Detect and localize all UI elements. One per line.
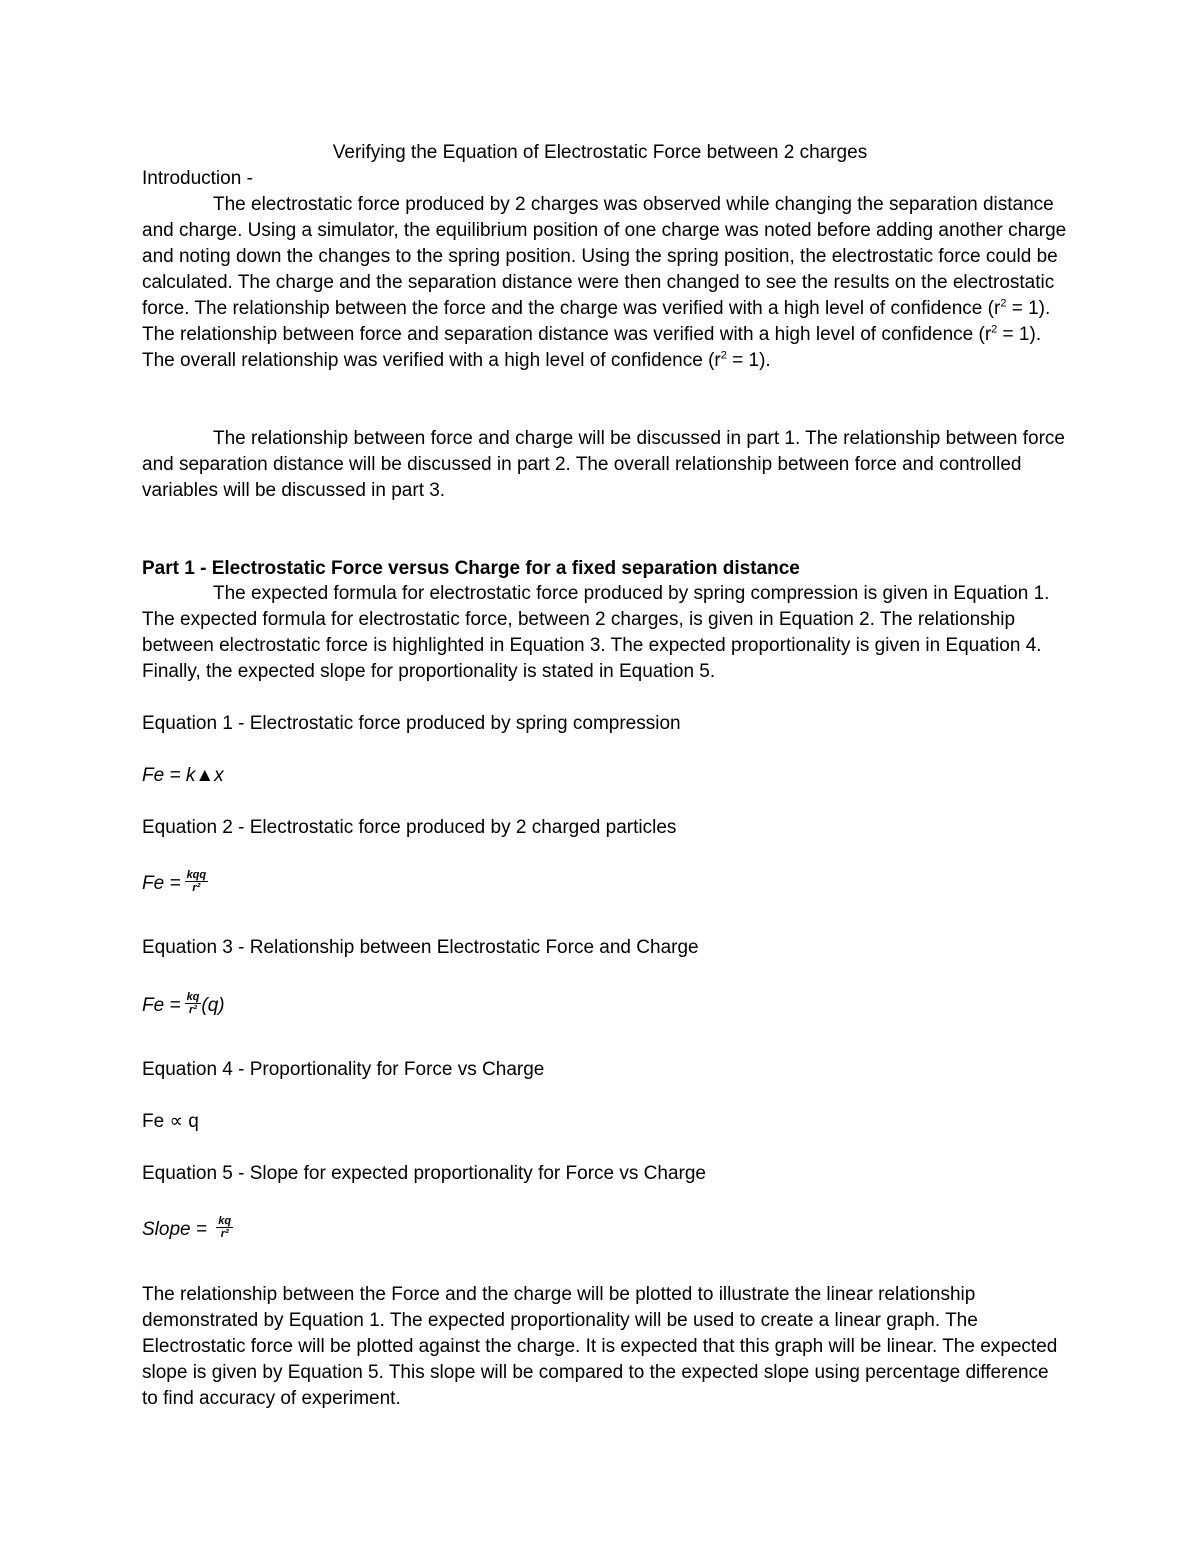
part1-heading: Part 1 - Electrostatic Force versus Charge for a fixed separation distance bbox=[142, 558, 800, 579]
intro-paragraph-2: The relationship between force and charge will be discussed in part 1. The relationship between force and separation distance will be discussed in part 2. The overall relationship between force and controlled variables will be discussed in part 3. bbox=[142, 428, 1065, 501]
intro-heading: Introduction - bbox=[142, 168, 253, 189]
equation-1-label: Equation 1 - Electrostatic force produced by spring compression bbox=[142, 713, 681, 734]
part1-paragraph-1: The expected formula for electrostatic force produced by spring compression is given in Equation 1. The expected formula for electrostatic force, between 2 charges, is given in Equation 2. The relationship between electrostatic force is highlighted in Equation 3. The expected proportionality is given in Equation 4. Finally, the expected slope for proportionality is stated in Equation 5. bbox=[142, 583, 1050, 682]
fraction-kqq-over-r2: $\frac{\text{kqq}}{\text{r²}}$ bbox=[186, 869, 207, 895]
equation-3-label: Equation 3 - Relationship between Electrostatic Force and Charge bbox=[142, 937, 699, 958]
intro-paragraph-1: The electrostatic force produced by 2 charges was observed while changing the separation distance and charge. Using a simulator, the equilibrium position of one charge was noted before adding another charge and noting down the changes to the spring position. Using the spring position, the electrostatic force could be calculated. The charge and the separation distance were then changed to see the results on the electrostatic force. The relationship between the force and the charge was verified with a high level of confidence $(r^2 = 1)$. The relationship between force and separation distance was verified with a high level of confidence $(r^2 = 1)$. The overall relationship was verified with a high level of confidence $(r^2 = 1)$. bbox=[142, 194, 1067, 371]
fraction-kq-over-r2: $\frac{kq}{\text{r²}}$ bbox=[218, 1215, 232, 1241]
equation-2: Fe = $\frac{\text{kqq}}{\text{r²}}$ bbox=[142, 869, 207, 895]
equation-5: Slope = $\frac{kq}{\text{r²}}$ bbox=[142, 1215, 232, 1241]
equation-4: Fe ∝ q bbox=[142, 1111, 199, 1132]
document-title: Verifying the Equation of Electrostatic Force between 2 charges bbox=[332, 142, 868, 163]
equation-4-label: Equation 4 - Proportionality for Force vs Charge bbox=[142, 1059, 545, 1080]
part1-paragraph-2: The relationship between the Force and the charge will be plotted to illustrate the linear relationship demonstrated by Equation 1. The expected proportionality will be used to create a linear graph. The Electrostatic force will be plotted against the charge. It is expected that this graph will be linear. The expected slope is given by Equation 5. This slope will be compared to the expected slope using percentage difference to find accuracy of experiment. bbox=[142, 1284, 1058, 1409]
fraction-kq-over-r2: $\frac{kq}{\text{r²}}$ bbox=[186, 991, 200, 1017]
equation-1: Fe = k▲x bbox=[142, 765, 224, 786]
equation-2-label: Equation 2 - Electrostatic force produced by 2 charged particles bbox=[142, 817, 677, 838]
equation-3: Fe = $\frac{kq}{\text{r²}}$ (q) bbox=[142, 991, 225, 1017]
equation-5-label: Equation 5 - Slope for expected proportionality for Force vs Charge bbox=[142, 1163, 706, 1184]
